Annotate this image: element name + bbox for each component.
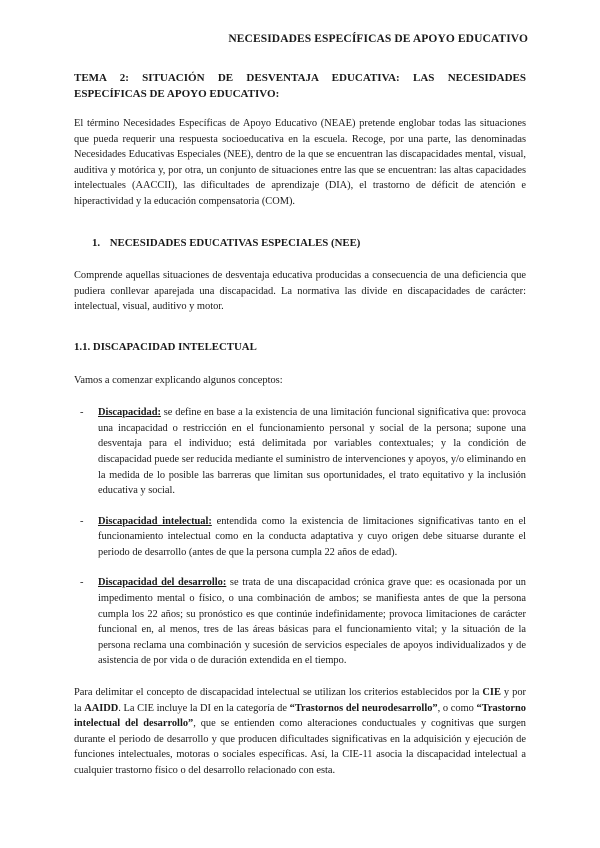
definition-text: entendida como la existencia de limitaciones significativas tanto en el funcionamiento intelectual como en la conducta adaptativa y cuyo origen debe situarse durante el periodo de desarrollo (antes de que la persona cumpla 22 años de edad).: [98, 515, 526, 558]
closing-text-5: , que se entienden como alteraciones conductuales y cognitivas que surgen durante el periodo de desarrollo y que producen dificultades significativas en la adquisición y ejecución de funciones intelectuales, motoras o sociales específicas. Así, la CIE-11 asocia la discapacidad intelectual a cualquier trastorno físico o del desarrollo relacionado con esta.: [74, 718, 527, 776]
section-1-paragraph: Comprende aquellas situaciones de desventaja educativa producidas a consecuencia de una deficiencia que pudiera conllevar aparejada una discapacidad. La normativa las divide en discapacidades de carácter: intelectual, visual, auditivo y motor.: [74, 270, 526, 313]
definition-text: se trata de una discapacidad crónica grave que: es ocasionada por un impedimento mental o físico, o una combinación de ambos; se manifiesta antes de que la persona cumpla los 22 años; su pronóstico es que continúe indefinidamente; provoca limitaciones de carácter funcional en, al menos, tres de las áreas básicas para el funcionamiento vital; y la situación de la persona reclama una combinación y sucesión de servicios especiales de apoyos individualizados y de asistencia de por vida o de duración extendida en el tiempo.: [98, 577, 526, 667]
section-1-heading: [92, 236, 526, 252]
definitions-list: [74, 405, 526, 669]
closing-text-2: y por la: [74, 687, 526, 714]
section-1-title: NECESIDADES EDUCATIVAS ESPECIALES (NEE): [109, 236, 361, 249]
list-item: [74, 405, 526, 499]
closing-paragraph: [74, 685, 526, 779]
category-intellectual-disorder: “Trastorno intelectual del desarrollo”: [74, 702, 526, 730]
definition-term: Discapacidad intelectual:: [98, 515, 212, 527]
definition-term: Discapacidad:: [98, 407, 161, 419]
list-item: [74, 514, 526, 561]
document-body: [74, 70, 526, 779]
concepts-lead: Vamos a comenzar explicando algunos conceptos:: [74, 374, 283, 386]
topic-title: TEMA 2: SITUACIÓN DE DESVENTAJA EDUCATIVA: LAS NECESIDADES ESPECÍFICAS DE APOYO EDUCATIVO:: [74, 72, 526, 100]
running-header: NECESIDADES ESPECÍFICAS DE APOYO EDUCATIVO: [228, 33, 528, 45]
closing-text-1: Para delimitar el concepto de discapacidad intelectual se utilizan los criterios establecidos por la: [74, 687, 483, 699]
list-dash: -: [80, 407, 84, 419]
cie-acronym: CIE: [482, 687, 501, 699]
aaidd-acronym: AAIDD: [84, 702, 119, 714]
list-dash: -: [80, 515, 84, 527]
closing-text-4: , o como: [437, 702, 477, 714]
list-item: [74, 575, 526, 669]
closing-text-3: . La CIE incluye la DI en la categoría de: [118, 702, 290, 714]
category-neurodevelopment: “Trastornos del neurodesarrollo”: [289, 702, 438, 714]
section-1-1-heading: 1.1. DISCAPACIDAD INTELECTUAL: [74, 340, 257, 353]
list-dash: -: [80, 577, 84, 589]
definition-term: Discapacidad del desarrollo:: [98, 577, 227, 589]
section-1-number: 1.: [92, 236, 101, 249]
intro-paragraph: El término Necesidades Específicas de Apoyo Educativo (NEAE) pretende englobar todas las situaciones que pueda requerir una respuesta socioeducativa en la escuela. Recoge, por una parte, las denominadas Necesidades Educativas Especiales (NEE), dentro de la que se encuentran las discapacidades mental, visual, auditiva y motórica y, por otra, un conjunto de situaciones entre las que se encuentran: las altas capacidades intelectuales (AACCII), las dificultades de aprendizaje (DIA), el trastorno de déficit de atención e hiperactividad y la educación compensatoria (COM).: [74, 118, 526, 207]
definition-text: se define en base a la existencia de una limitación funcional significativa que: provoca una incapacidad o restricción en el funcionamiento personal y social de la persona; supone una desventaja para el individuo; está delimitada por variables contextuales; y la condición de discapacidad puede ser reducida mediante el suministro de intervenciones y apoyos, y/o eliminando en la medida de lo posible las barreras que limitan sus oportunidades, el trato equitativo y la inclusión educativa y social.: [98, 407, 526, 497]
